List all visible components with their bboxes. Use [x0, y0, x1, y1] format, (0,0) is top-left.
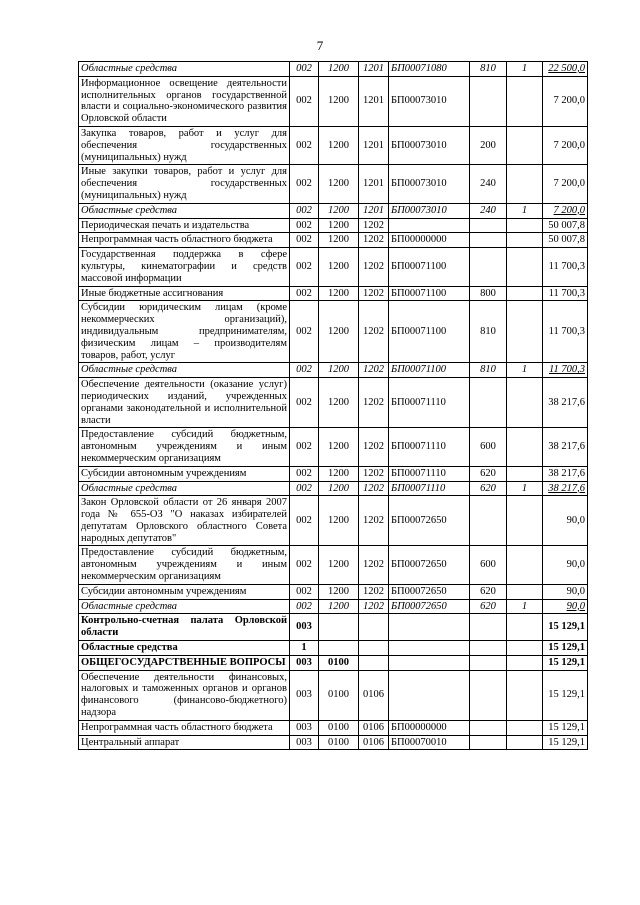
admin-code: 002 — [290, 286, 319, 301]
section-code: 0100 — [319, 670, 359, 720]
row-name: Предоставление субсидий бюджетным, автономным учреждениям и иным некоммерческим организациям — [79, 546, 290, 584]
row-name: Непрограммная часть областного бюджета — [79, 720, 290, 735]
amount: 50 007,8 — [543, 233, 588, 248]
section-code: 1200 — [319, 599, 359, 614]
section-code: 1200 — [319, 584, 359, 599]
admin-code: 003 — [290, 670, 319, 720]
admin-code: 002 — [290, 481, 319, 496]
expense-type-code: 620 — [470, 599, 507, 614]
subsection-code: 1202 — [359, 248, 389, 286]
subsection-code: 1202 — [359, 496, 389, 546]
program-code: БП00072650 — [389, 584, 470, 599]
funding-source-code: 1 — [507, 363, 543, 378]
section-code: 0100 — [319, 720, 359, 735]
section-code: 1200 — [319, 248, 359, 286]
subsection-code: 1201 — [359, 126, 389, 164]
admin-code: 002 — [290, 378, 319, 428]
expense-type-code: 800 — [470, 286, 507, 301]
admin-code: 002 — [290, 126, 319, 164]
subsection-code: 0106 — [359, 670, 389, 720]
program-code: БП00071110 — [389, 466, 470, 481]
funding-source-code — [507, 248, 543, 286]
amount: 90,0 — [543, 584, 588, 599]
amount: 50 007,8 — [543, 218, 588, 233]
table-row — [79, 735, 588, 750]
admin-code: 002 — [290, 76, 319, 126]
section-code: 1200 — [319, 428, 359, 466]
amount: 7 200,0 — [543, 76, 588, 126]
subsection-code: 1202 — [359, 233, 389, 248]
section-code: 1200 — [319, 286, 359, 301]
program-code: БП00071100 — [389, 286, 470, 301]
subsection-code: 1202 — [359, 301, 389, 363]
amount: 7 200,0 — [543, 126, 588, 164]
expense-type-code — [470, 378, 507, 428]
admin-code: 002 — [290, 165, 319, 203]
program-code: БП00072650 — [389, 599, 470, 614]
amount: 90,0 — [543, 546, 588, 584]
table-row — [79, 670, 588, 720]
expense-type-code — [470, 496, 507, 546]
subsection-code: 1202 — [359, 286, 389, 301]
admin-code: 002 — [290, 584, 319, 599]
row-name: Контрольно-счетная палата Орловской области — [79, 614, 290, 641]
table-body — [79, 62, 588, 750]
row-name: Областные средства — [79, 641, 290, 656]
section-code — [319, 641, 359, 656]
funding-source-code — [507, 735, 543, 750]
funding-source-code — [507, 233, 543, 248]
table-row — [79, 203, 588, 218]
expense-type-code: 810 — [470, 301, 507, 363]
amount: 38 217,6 — [543, 378, 588, 428]
row-name: Обеспечение деятельности (оказание услуг) периодических изданий, учрежденных органами законодательной и исполнительной власти — [79, 378, 290, 428]
subsection-code: 1202 — [359, 546, 389, 584]
subsection-code — [359, 614, 389, 641]
row-name: Иные бюджетные ассигнования — [79, 286, 290, 301]
table-row — [79, 599, 588, 614]
funding-source-code — [507, 76, 543, 126]
amount: 7 200,0 — [543, 203, 588, 218]
amount: 90,0 — [543, 496, 588, 546]
table-row — [79, 641, 588, 656]
row-name: Субсидии автономным учреждениям — [79, 584, 290, 599]
section-code: 1200 — [319, 126, 359, 164]
funding-source-code — [507, 655, 543, 670]
funding-source-code — [507, 301, 543, 363]
program-code: БП00073010 — [389, 203, 470, 218]
funding-source-code — [507, 165, 543, 203]
table-row — [79, 301, 588, 363]
funding-source-code — [507, 641, 543, 656]
subsection-code: 1202 — [359, 428, 389, 466]
row-name: Информационное освещение деятельности исполнительных органов государственной власти и социально-экономического развития Орловской области — [79, 76, 290, 126]
row-name: Непрограммная часть областного бюджета — [79, 233, 290, 248]
subsection-code: 1202 — [359, 584, 389, 599]
admin-code: 003 — [290, 655, 319, 670]
section-code: 1200 — [319, 218, 359, 233]
row-name: Государственная поддержка в сфере культуры, кинематографии и средств массовой информации — [79, 248, 290, 286]
admin-code: 002 — [290, 218, 319, 233]
funding-source-code — [507, 286, 543, 301]
funding-source-code — [507, 218, 543, 233]
section-code: 1200 — [319, 165, 359, 203]
subsection-code: 1201 — [359, 76, 389, 126]
subsection-code — [359, 655, 389, 670]
subsection-code: 1202 — [359, 218, 389, 233]
table-row — [79, 584, 588, 599]
expense-type-code: 600 — [470, 546, 507, 584]
table-row — [79, 614, 588, 641]
expense-type-code — [470, 76, 507, 126]
amount: 11 700,3 — [543, 301, 588, 363]
budget-table — [78, 61, 588, 750]
table-row — [79, 233, 588, 248]
program-code — [389, 614, 470, 641]
amount: 11 700,3 — [543, 286, 588, 301]
expense-type-code: 600 — [470, 428, 507, 466]
section-code: 1200 — [319, 481, 359, 496]
program-code: БП00073010 — [389, 76, 470, 126]
row-name: ОБЩЕГОСУДАРСТВЕННЫЕ ВОПРОСЫ — [79, 655, 290, 670]
funding-source-code — [507, 584, 543, 599]
funding-source-code: 1 — [507, 599, 543, 614]
amount: 11 700,3 — [543, 363, 588, 378]
funding-source-code — [507, 720, 543, 735]
row-name: Периодическая печать и издательства — [79, 218, 290, 233]
amount: 22 500,0 — [543, 62, 588, 77]
funding-source-code — [507, 378, 543, 428]
admin-code: 002 — [290, 233, 319, 248]
admin-code: 002 — [290, 428, 319, 466]
table-row — [79, 428, 588, 466]
subsection-code: 1202 — [359, 363, 389, 378]
expense-type-code: 810 — [470, 62, 507, 77]
expense-type-code — [470, 218, 507, 233]
table-row — [79, 126, 588, 164]
row-name: Предоставление субсидий бюджетным, автономным учреждениям и иным некоммерческим организациям — [79, 428, 290, 466]
admin-code: 003 — [290, 735, 319, 750]
program-code: БП00000000 — [389, 233, 470, 248]
admin-code: 002 — [290, 496, 319, 546]
program-code — [389, 641, 470, 656]
admin-code: 002 — [290, 248, 319, 286]
section-code: 1200 — [319, 301, 359, 363]
admin-code: 002 — [290, 301, 319, 363]
table-row — [79, 218, 588, 233]
funding-source-code — [507, 496, 543, 546]
program-code: БП00071100 — [389, 363, 470, 378]
expense-type-code: 240 — [470, 165, 507, 203]
amount: 11 700,3 — [543, 248, 588, 286]
section-code: 1200 — [319, 76, 359, 126]
row-name: Областные средства — [79, 481, 290, 496]
expense-type-code: 200 — [470, 126, 507, 164]
admin-code: 1 — [290, 641, 319, 656]
funding-source-code — [507, 670, 543, 720]
section-code: 1200 — [319, 363, 359, 378]
page-number: 7 — [316, 38, 324, 53]
expense-type-code: 620 — [470, 466, 507, 481]
amount: 15 129,1 — [543, 735, 588, 750]
table-row — [79, 363, 588, 378]
row-name: Иные закупки товаров, работ и услуг для обеспечения государственных (муниципальных) нужд — [79, 165, 290, 203]
amount: 15 129,1 — [543, 641, 588, 656]
section-code — [319, 614, 359, 641]
program-code: БП00070010 — [389, 735, 470, 750]
table-row — [79, 62, 588, 77]
subsection-code: 1202 — [359, 481, 389, 496]
program-code: БП00072650 — [389, 546, 470, 584]
expense-type-code: 810 — [470, 363, 507, 378]
row-name: Субсидии автономным учреждениям — [79, 466, 290, 481]
row-name: Центральный аппарат — [79, 735, 290, 750]
program-code: БП00073010 — [389, 126, 470, 164]
program-code: БП00071100 — [389, 248, 470, 286]
section-code: 1200 — [319, 203, 359, 218]
funding-source-code: 1 — [507, 481, 543, 496]
expense-type-code — [470, 655, 507, 670]
row-name: Закон Орловской области от 26 января 2007 года № 655-ОЗ "О наказах избирателей депутатам Орловского областного Совета народных депутатов" — [79, 496, 290, 546]
section-code: 1200 — [319, 546, 359, 584]
subsection-code: 1202 — [359, 466, 389, 481]
program-code: БП00071100 — [389, 301, 470, 363]
amount: 15 129,1 — [543, 614, 588, 641]
expense-type-code: 620 — [470, 584, 507, 599]
subsection-code: 1202 — [359, 378, 389, 428]
funding-source-code — [507, 428, 543, 466]
table-row — [79, 76, 588, 126]
program-code: БП00071110 — [389, 481, 470, 496]
expense-type-code: 620 — [470, 481, 507, 496]
section-code: 0100 — [319, 655, 359, 670]
amount: 90,0 — [543, 599, 588, 614]
section-code: 1200 — [319, 466, 359, 481]
table-row — [79, 286, 588, 301]
program-code: БП00000000 — [389, 720, 470, 735]
amount: 15 129,1 — [543, 655, 588, 670]
table-row — [79, 496, 588, 546]
subsection-code: 1201 — [359, 165, 389, 203]
funding-source-code — [507, 466, 543, 481]
admin-code: 002 — [290, 203, 319, 218]
expense-type-code — [470, 735, 507, 750]
expense-type-code — [470, 641, 507, 656]
row-name: Областные средства — [79, 62, 290, 77]
table-row — [79, 165, 588, 203]
admin-code: 002 — [290, 466, 319, 481]
subsection-code: 0106 — [359, 735, 389, 750]
section-code: 1200 — [319, 496, 359, 546]
expense-type-code — [470, 670, 507, 720]
program-code: БП00073010 — [389, 165, 470, 203]
table-row — [79, 481, 588, 496]
expense-type-code — [470, 614, 507, 641]
admin-code: 002 — [290, 546, 319, 584]
funding-source-code — [507, 546, 543, 584]
row-name: Обеспечение деятельности финансовых, налоговых и таможенных органов и органов финансового (финансово-бюджетного) надзора — [79, 670, 290, 720]
row-name: Областные средства — [79, 203, 290, 218]
amount: 7 200,0 — [543, 165, 588, 203]
program-code: БП00071110 — [389, 378, 470, 428]
row-name: Закупка товаров, работ и услуг для обеспечения государственных (муниципальных) нужд — [79, 126, 290, 164]
table-row — [79, 655, 588, 670]
table-row — [79, 248, 588, 286]
table-row — [79, 378, 588, 428]
table-row — [79, 720, 588, 735]
program-code — [389, 218, 470, 233]
amount: 38 217,6 — [543, 466, 588, 481]
subsection-code — [359, 641, 389, 656]
admin-code: 002 — [290, 363, 319, 378]
subsection-code: 0106 — [359, 720, 389, 735]
admin-code: 002 — [290, 599, 319, 614]
subsection-code: 1202 — [359, 599, 389, 614]
subsection-code: 1201 — [359, 62, 389, 77]
expense-type-code — [470, 720, 507, 735]
section-code: 1200 — [319, 233, 359, 248]
admin-code: 003 — [290, 614, 319, 641]
admin-code: 002 — [290, 62, 319, 77]
amount: 15 129,1 — [543, 720, 588, 735]
expense-type-code — [470, 248, 507, 286]
section-code: 1200 — [319, 62, 359, 77]
program-code: БП00072650 — [389, 496, 470, 546]
expense-type-code: 240 — [470, 203, 507, 218]
row-name: Областные средства — [79, 363, 290, 378]
row-name: Субсидии юридическим лицам (кроме некоммерческих организаций), индивидуальным предпринимателям, физическим лицам – производителям товаров, работ, услуг — [79, 301, 290, 363]
subsection-code: 1201 — [359, 203, 389, 218]
section-code: 0100 — [319, 735, 359, 750]
program-code: БП00071110 — [389, 428, 470, 466]
row-name: Областные средства — [79, 599, 290, 614]
table-row — [79, 546, 588, 584]
funding-source-code — [507, 614, 543, 641]
table-row — [79, 466, 588, 481]
program-code — [389, 655, 470, 670]
expense-type-code — [470, 233, 507, 248]
amount: 15 129,1 — [543, 670, 588, 720]
funding-source-code: 1 — [507, 203, 543, 218]
funding-source-code: 1 — [507, 62, 543, 77]
funding-source-code — [507, 126, 543, 164]
amount: 38 217,6 — [543, 428, 588, 466]
program-code: БП00071080 — [389, 62, 470, 77]
section-code: 1200 — [319, 378, 359, 428]
program-code — [389, 670, 470, 720]
amount: 38 217,6 — [543, 481, 588, 496]
admin-code: 003 — [290, 720, 319, 735]
